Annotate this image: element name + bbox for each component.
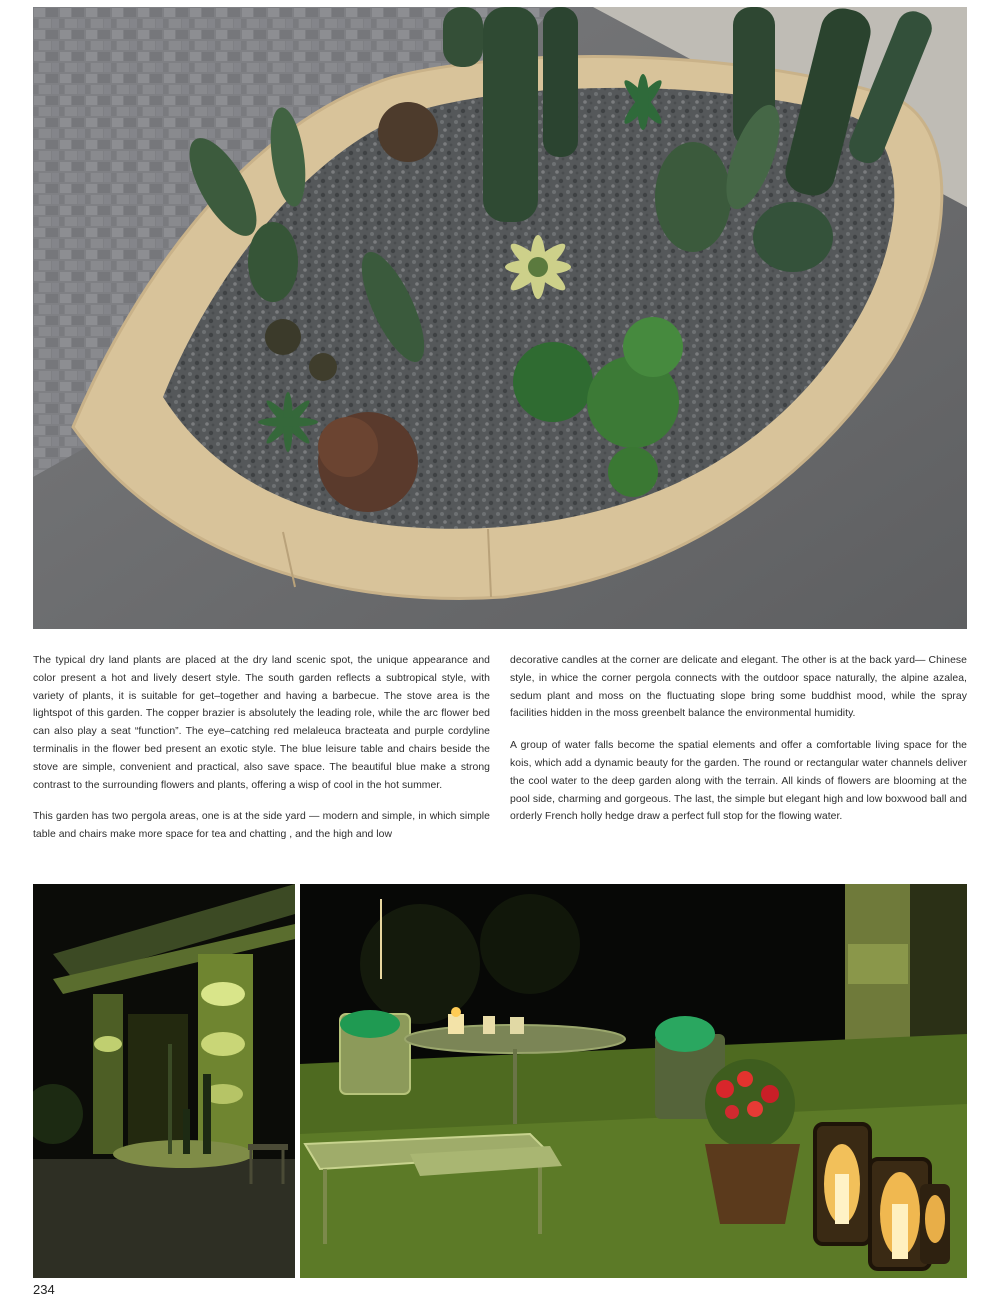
photo-night-pergola bbox=[33, 884, 295, 1278]
candle-terrace-illustration bbox=[300, 884, 967, 1278]
paragraph-water-falls: A group of water falls become the spatial elements and offer a comfortable living space for the kois, which add a dynamic beauty for the garden. The round or rectangular water channels deliver the cool water to the deep garden along with the terrain. All kinds of flowers are blooming at the pool side, charming and gorgeous. The last, the simple but elegant high and low boxwood ball and orderly French holly hedge draw a perfect full stop for the flowing water. bbox=[510, 740, 967, 823]
photo-candle-terrace bbox=[300, 884, 967, 1278]
night-pergola-illustration bbox=[33, 884, 295, 1278]
paragraph-pergola-continued: decorative candles at the corner are delicate and elegant. The other is at the back yard— Chinese style, in whice the corner pergola connects with the outdoor space naturally, the alpine azalea, sedum plant and moss on the fluctuating slope bring some buddhist mood, while the spray facilities hidden in the moss greenbelt balance the environmental humidity. bbox=[510, 655, 967, 720]
photo-desert-planter bbox=[33, 7, 967, 629]
text-column-right bbox=[510, 652, 967, 840]
text-column-left bbox=[33, 652, 490, 858]
paragraph-pergola-intro: This garden has two pergola areas, one is at the side yard — modern and simple, in which simple table and chairs make more space for tea and chatting , and the high and low bbox=[33, 811, 490, 841]
paragraph-dry-land: The typical dry land plants are placed at the dry land scenic spot, the unique appearance and color present a hot and lively desert style. The south garden reflects a subtropical style, with variety of plants, it is suitable for get–together and having a barbecue. The stove area is the lightspot of this garden. The copper brazier is absolutely the leading role, while the arc flower bed can also play a seat “function”. The eye–catching red melaleuca bracteata and purple cordyline terminalis in the flower bed present an exotic style. The blue leisure table and chairs beside the stove are simple, convenient and practical, also save space. The beautiful blue make a strong contrast to the surrounding flowers and plants, offering a wisp of cool in the hot summer. bbox=[33, 655, 490, 791]
page-number: 234 bbox=[33, 1282, 55, 1297]
desert-planter-illustration bbox=[33, 7, 967, 629]
